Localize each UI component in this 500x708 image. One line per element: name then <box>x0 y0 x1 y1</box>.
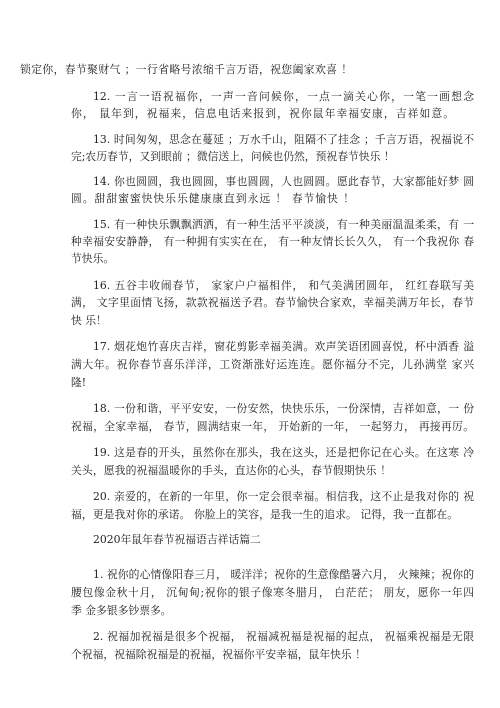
text-line: 你， 鼠年到，祝福来，信息电话来报到，祝你鼠年幸福安康，吉祥如意。 <box>71 107 454 120</box>
text-line: 隆! <box>71 376 87 389</box>
text-line: 完;农历春节，又到眼前 ；微信送上，问候也仍然，预祝春节快乐 ！ <box>71 150 395 163</box>
text-line: 13. 时间匆匆，思念在蔓延 ；万水千山，阻隔不了挂念 ；千言万语，祝福说不 <box>93 133 474 146</box>
text-line: 17. 烟花炮竹喜庆吉祥，窗花剪影幸福美满。欢声笑语团圆喜悦，杯中酒香 溢 <box>93 340 474 353</box>
text-line: 19. 这是春的开头，虽然你在那头，我在这头，还是把你记在心头。在这寒 冷 <box>93 446 474 459</box>
section-heading: 2020年鼠年春节祝福语吉祥话篇二 <box>93 533 261 546</box>
text-line: 快 乐！ <box>71 314 107 327</box>
text-line: 20. 亲爱的，在新的一年里，你一定会很幸福。相信我，这不止是我对你的 祝 <box>93 490 474 503</box>
text-line: 满大年。祝你春节喜乐洋洋，工资渐涨好运连连。愿你福分不完，儿孙满堂 家兴 <box>71 358 474 371</box>
text-line: 节快乐。 <box>71 252 115 265</box>
text-line: 种幸福安安静静， 有一种拥有实实在在， 有一种友情长长久久， 有一个我祝你 春 <box>71 235 474 248</box>
text-line: 18. 一份和谐，平平安安，一份安然，快快乐乐，一份深情，吉祥如意，一 份 <box>93 402 474 415</box>
text-line: 腰包像金秋十月， 沉甸甸;祝你的银子像寒冬腊月， 白茫茫； 朋友，愿你一年四 <box>71 586 474 599</box>
text-line: 12. 一言一语祝福你，一声一音问候你，一点一滴关心你，一笔一画想念 <box>93 90 474 103</box>
text-line: 圆。甜甜蜜蜜快快乐乐健康康直到永远 ！ 春节愉快 ！ <box>71 192 354 205</box>
text-line: 福，更是我对你的承诺。 你脸上的笑容，是我一生的追求。 记得，我一直都在。 <box>71 508 458 521</box>
text-line: 祝福，全家幸福， 春节，圆满结束一年， 开始新的一年， 一起努力， 再接再厉。 <box>71 420 474 433</box>
text-line: 个祝福，祝福除祝福是的祝福，祝福你平安幸福，鼠年快乐 ！ <box>71 648 366 661</box>
text-line: 15. 有一种快乐飘飘洒洒，有一种生活平平淡淡，有一种美丽温温柔柔，有 一 <box>93 218 474 231</box>
text-line: 2. 祝福加祝福是很多个祝福， 祝福减祝福是祝福的起点， 祝福乘祝福是无限 <box>93 630 474 643</box>
text-line: 锁定你，春节聚财气 ；一行省略号浓缩千言万语，祝您阖家欢喜 ！ <box>20 63 352 76</box>
text-line: 16. 五谷丰收闹春节， 家家户户福相伴， 和气美满团圆年， 红红春联写美 <box>93 279 474 292</box>
text-line: 关头，愿我的祝福温暖你的手头，直达你的心头，春节假期快乐 ！ <box>71 464 391 477</box>
text-line: 满， 文字里面情飞扬，款款祝福送予君。春节愉快合家欢，幸福美满万年长，春节 <box>71 296 474 309</box>
text-line: 1. 祝你的心情像阳春三月， 暖洋洋；祝你的生意像酷暑六月， 火辣辣；祝你的 <box>93 568 474 581</box>
text-line: 季 金多银多钞票多。 <box>71 604 172 617</box>
text-line: 14. 你也圆圆，我也圆圆，事也圆圆，人也圆圆。愿此春节，大家都能好梦 圆 <box>93 175 474 188</box>
